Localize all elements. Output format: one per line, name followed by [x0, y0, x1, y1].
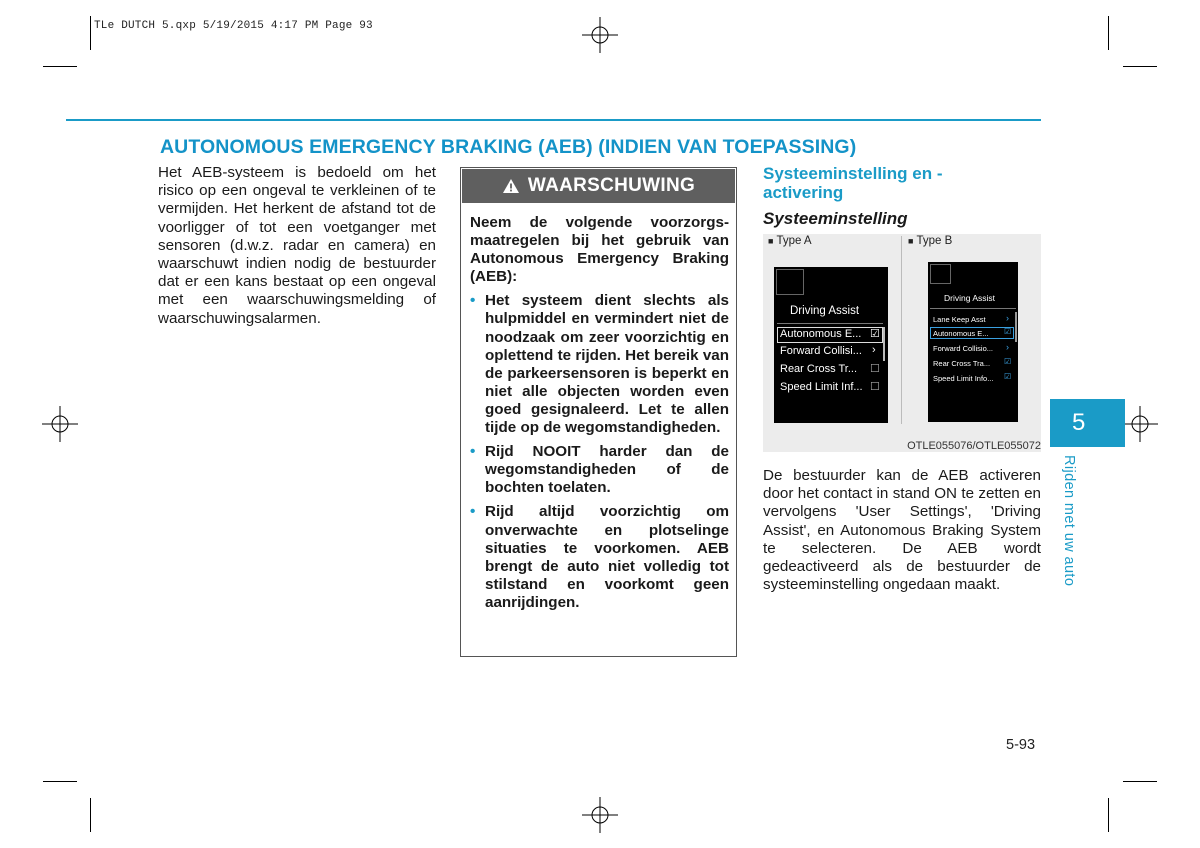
header-rule — [66, 119, 1041, 121]
crop-mark — [90, 16, 91, 50]
chevron-right-icon: › — [1006, 342, 1009, 352]
warning-bullet: • Het systeem dient slechts als hulpmiddel en vermindert niet de noodzaak om zeer voorzichtig en oplettend te rijden. Het bereik van de parkeersensoren is beperkt en niet alle objecten worden even goed gesignaleerd. Let te allen tijde op de wegomstandigheden. — [470, 292, 729, 437]
screen-b-item: Autonomous E... — [933, 329, 989, 338]
warning-bullet: • Rijd altijd voorzichtig om onverwachte en plotselinge situaties te voorkomen. AEB brengt de auto niet volledig tot stilstand en voorkomt geen aanrijdingen. — [470, 503, 729, 611]
screen-type-b — [928, 262, 1018, 422]
screen-b-title: Driving Assist — [944, 293, 996, 303]
registration-mark-icon — [1122, 406, 1158, 442]
figure-caption: OTLE055076/OTLE055072 — [907, 440, 1041, 452]
crop-mark — [1123, 781, 1157, 782]
crop-mark — [43, 781, 77, 782]
warning-triangle-icon — [502, 178, 520, 194]
warning-box — [460, 167, 737, 657]
screen-a-item: Speed Limit Inf... — [780, 381, 863, 393]
crop-mark — [1108, 16, 1109, 50]
body-paragraph: De bestuurder kan de AEB activeren door het contact in stand ON te zetten en vervolgens 'User Settings', 'Driving Assist', en Autonomous Braking System te selecteren. De AEB wordt gedeactiveerd als de bestuurder de systeeminstelling ongedaan maakt. — [763, 467, 1041, 594]
section-heading: Systeeminstelling en - activering — [763, 164, 943, 202]
checkbox-empty-icon: ☐ — [870, 381, 880, 393]
crop-mark — [1108, 798, 1109, 832]
print-slug: TLe DUTCH 5.qxp 5/19/2015 4:17 PM Page 93 — [94, 20, 373, 32]
checkbox-checked-icon: ☑ — [1004, 357, 1012, 366]
screen-a-title: Driving Assist — [790, 305, 860, 317]
warning-heading: WAARSCHUWING — [527, 175, 696, 196]
bullet-icon: • — [470, 443, 476, 461]
crop-mark — [1123, 66, 1157, 67]
page-number: 5-93 — [1006, 737, 1036, 753]
chapter-tab: 5 — [1050, 399, 1125, 447]
bullet-icon: • — [470, 292, 476, 310]
back-icon — [930, 264, 951, 284]
scrollbar — [1015, 312, 1017, 342]
warning-body — [470, 214, 729, 618]
chevron-right-icon: › — [1006, 313, 1009, 323]
registration-mark-icon — [582, 797, 618, 833]
type-b-label: ■ Type B — [908, 235, 953, 247]
warning-lead: Neem de volgende voorzorgs-maatregelen bij het gebruik van Autonomous Emergency Braking (AEB): — [470, 214, 729, 286]
chapter-side-title: Rijden met uw auto — [1061, 455, 1077, 587]
registration-mark-icon — [582, 17, 618, 53]
page-title: AUTONOMOUS EMERGENCY BRAKING (AEB) (INDIEN VAN TOEPASSING) — [160, 136, 857, 158]
warning-bullet: • Rijd NOOIT harder dan de wegomstandigheden of de bochten toelaten. — [470, 443, 729, 497]
bullet-icon: • — [470, 503, 476, 521]
screen-type-a — [774, 267, 888, 423]
checkbox-empty-icon: ☐ — [870, 363, 880, 375]
screen-b-item: Rear Cross Tra... — [933, 359, 991, 368]
screen-b-item: Forward Collisio... — [933, 344, 994, 353]
checkbox-checked-icon: ☑ — [870, 328, 880, 340]
screen-a-item: Forward Collisi... — [780, 345, 862, 357]
back-icon — [776, 269, 804, 295]
intro-paragraph: Het AEB-systeem is bedoeld om het risico op een ongeval te verkleinen of te vermijden. Het herkent de afstand tot de voorligger of tot een voetganger met sensoren (d.w.z. radar en camera) en waarschuwt indien nodig de bestuurder dat er een kans bestaat op een ongeval met een waarschuwingsmelding of waarschuwingsalarmen. — [158, 164, 436, 327]
screen-b-item: Lane Keep Asst — [933, 315, 986, 324]
chevron-right-icon: › — [872, 344, 876, 356]
screen-b-item: Speed Limit Info... — [933, 374, 994, 383]
crop-mark — [90, 798, 91, 832]
figure-divider — [901, 236, 902, 424]
checkbox-checked-icon: ☑ — [1004, 327, 1012, 336]
warning-header — [462, 169, 735, 203]
type-a-label: ■ Type A — [768, 235, 812, 247]
registration-mark-icon — [42, 406, 78, 442]
checkbox-checked-icon: ☑ — [1004, 372, 1012, 381]
scrollbar — [883, 327, 885, 361]
screen-a-item: Rear Cross Tr... — [780, 363, 858, 375]
screen-a-item: Autonomous E... — [780, 328, 862, 340]
subheading: Systeeminstelling — [763, 209, 908, 228]
warning-list — [470, 292, 729, 612]
crop-mark — [43, 66, 77, 67]
